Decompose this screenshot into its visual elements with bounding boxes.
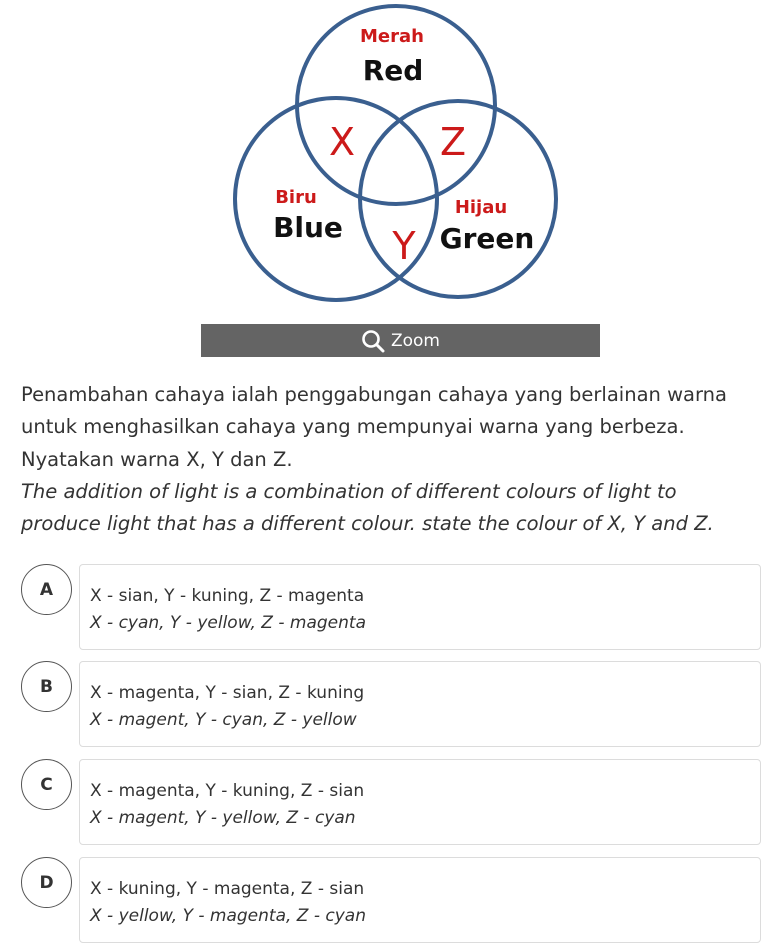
zoom-button[interactable] (201, 324, 600, 357)
option-a-badge[interactable] (21, 564, 72, 615)
option-d-text-ms: X - kuning, Y - magenta, Z - sian (90, 879, 365, 899)
blue-label-en: Blue (273, 211, 343, 244)
venn-diagram (230, 0, 562, 305)
option-d-card[interactable] (79, 857, 761, 943)
option-c-card[interactable] (79, 759, 761, 845)
question-line-en-1: The addition of light is a combination of different colours of light to (21, 479, 677, 503)
red-label-ms: Merah (360, 26, 424, 47)
option-d-letter: D (39, 872, 54, 893)
region-y-label: Y (392, 224, 416, 268)
option-d-badge[interactable] (21, 857, 72, 908)
question-line-ms-3: Nyatakan warna X, Y dan Z. (21, 447, 293, 471)
option-c-badge[interactable] (21, 759, 72, 810)
option-b-text-en: X - magent, Y - cyan, Z - yellow (90, 709, 357, 730)
option-a-letter: A (39, 579, 54, 600)
question-line-ms-2: untuk menghasilkan cahaya yang mempunyai warna yang berbeza. (21, 415, 685, 439)
blue-label-ms: Biru (275, 187, 317, 208)
question-line-en-2: produce light that has a different colour. state the colour of X, Y and Z. (21, 512, 714, 536)
option-d-text-en: X - yellow, Y - magenta, Z - cyan (90, 905, 366, 926)
option-c[interactable] (21, 759, 761, 845)
zoom-label: Zoom (390, 330, 440, 351)
option-b-card[interactable] (79, 661, 761, 747)
green-label-ms: Hijau (454, 197, 508, 218)
option-a-card[interactable] (79, 564, 761, 650)
option-a[interactable] (21, 564, 761, 650)
red-label-en: Red (362, 54, 424, 87)
option-a-text-ms: X - sian, Y - kuning, Z - magenta (90, 586, 365, 606)
search-icon (361, 329, 385, 353)
option-b-letter: B (40, 676, 53, 697)
option-a-text-en: X - cyan, Y - yellow, Z - magenta (90, 612, 366, 633)
question-text (21, 379, 751, 540)
option-b-badge[interactable] (21, 661, 72, 712)
option-b-text-ms: X - magenta, Y - sian, Z - kuning (90, 683, 365, 703)
green-label-en: Green (439, 222, 535, 255)
option-b[interactable] (21, 661, 761, 747)
option-c-letter: C (40, 774, 53, 795)
option-c-text-en: X - magent, Y - yellow, Z - cyan (90, 807, 356, 828)
question-line-ms-1: Penambahan cahaya ialah penggabungan cahaya yang berlainan warna (21, 383, 727, 406)
option-c-text-ms: X - magenta, Y - kuning, Z - sian (90, 781, 365, 801)
region-z-label: Z (439, 120, 467, 164)
region-x-label: X (328, 120, 356, 164)
option-d[interactable] (21, 857, 761, 943)
